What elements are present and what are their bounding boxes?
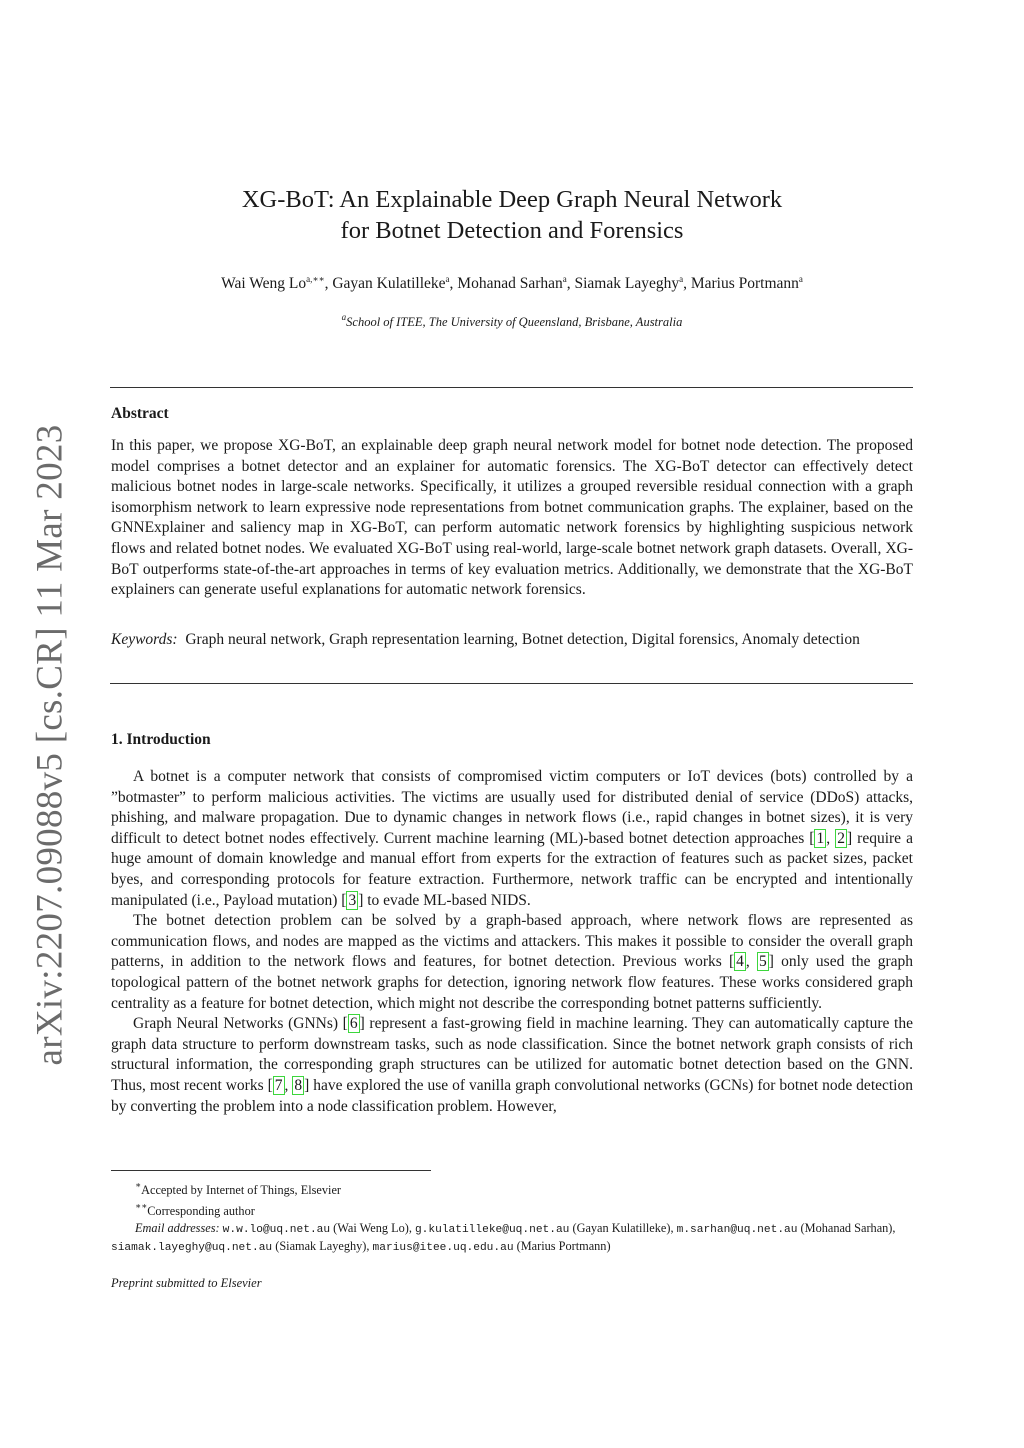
citation-link[interactable]: 1 (816, 829, 825, 847)
top-divider (110, 387, 913, 388)
preprint-note: Preprint submitted to Elsevier (111, 1276, 262, 1290)
email-link[interactable]: siamak.layeghy@uq.net.au (111, 1241, 273, 1254)
author: Wai Weng $Lo^{a,∗∗}$, (221, 274, 333, 292)
email-link[interactable]: w.w.lo@uq.net.au (222, 1223, 331, 1236)
keywords-label: Keywords: (111, 631, 178, 648)
email-link[interactable]: marius@itee.uq.edu.au (372, 1241, 514, 1254)
keywords-text: Graph neural network, Graph representation learning, Botnet detection, Digital forensics, Anomaly detection (185, 631, 860, 648)
footnote-accepted: ∗Accepted by Internet of Things, Elsevier (135, 1180, 341, 1197)
footnote-divider (111, 1170, 431, 1171)
author: Marius Portmann$^a$ (690, 274, 803, 292)
introduction-body (111, 767, 913, 1117)
citation-link[interactable]: 8 (294, 1076, 303, 1094)
abstract-body (111, 436, 913, 601)
arxiv-sidebar (29, 424, 71, 1066)
author-list (112, 274, 912, 293)
intro-paragraph-2: The botnet detection problem can be solved by a graph-based approach, where network flows are represented as communication flows, and nodes are mapped as the victims and attackers. This makes it possible to consider the overall graph patterns, in addition to the network flows and features, for botnet detection. Previous works [ 4 , 5 ] only used the graph topological pattern of the botnet network graphs for detection, ignoring network flow features. These works considered graph centrality as a feature for botnet detection, which might not describe the corresponding botnet patterns sufficiently. (111, 912, 913, 1012)
section-heading-introduction: 1. Introduction (111, 731, 211, 748)
author: Mohanad Sarhan$^a$, (457, 274, 575, 292)
arxiv-identifier: arXiv:2207.09088v5 [cs.CR] 11 Mar 2023 (29, 424, 71, 1066)
intro-paragraph-1: A botnet is a computer network that consists of compromised victim computers or IoT devices (bots) controlled by a ”botmaster” to perform malicious activities. The victims are usually used for distributed denial of service (DDoS) attacks, phishing, and malware propagation. Due to dynamic changes in network flows (i.e., rapid changes in botnet sizes), it is very difficult to detect botnet nodes effectively. Current machine learning (ML)-based botnet detection approaches [ 1 , 2 ] require a huge amount of domain knowledge and manual effort from experts for the extraction of features such as packet sizes, packet byes, and corresponding protocols for feature extraction. Furthermore, network traffic can be encrypted and intentionally manipulated (i.e., Payload mutation) [ 3 ] to evade ML-based NIDS. (111, 768, 914, 909)
citation-link[interactable]: 6 (349, 1015, 358, 1033)
abstract-text: In this paper, we propose XG-BoT, an explainable deep graph neural network model for botnet node detection. The proposed model comprises a botnet detector and an explainer for automatic forensics. The XG-BoT detector can effectively detect malicious botnet nodes in large-scale networks. Specifically, it utilizes a grouped reversible residual connection with a graph isomorphism network to learn expressive node representations from botnet communication graphs. The explainer, based on the GNNExplainer and saliency map in XG-BoT, can perform automatic network forensics by highlighting suspicious network flows and related botnet nodes. We evaluated XG-BoT using real-world, large-scale botnet network graph datasets. Overall, XG-BoT outperforms state-of-the-art approaches in terms of key evaluation metrics. Additionally, we demonstrate that the XG-BoT explainers can generate useful explanations for automatic network forensics. (111, 437, 913, 599)
abstract-heading: Abstract (111, 405, 169, 422)
citation-link[interactable]: 7 (274, 1076, 283, 1094)
email-link[interactable]: m.sarhan@uq.net.au (676, 1223, 798, 1236)
citation-link[interactable]: 3 (348, 891, 357, 909)
citation-link[interactable]: 5 (759, 953, 767, 971)
title-line-1: XG-BoT: An Explainable Deep Graph Neural Network (241, 186, 783, 213)
intro-paragraph-3: Graph Neural Networks (GNNs) [ 6 ] represent a fast-growing field in machine learning. They can automatically capture the graph data structure to perform downstream tasks, such as node classification. Since the botnet network graph consists of rich structural information, the corresponding graph structures can be utilized for automatic botnet detection based on the GNN. Thus, most recent works [ 7 , 8 ] have explored the use of vanilla graph convolutional networks (GCNs) for botnet node detection by converting the problem into a node classification problem. However, (111, 1015, 913, 1115)
keywords (111, 630, 913, 651)
title-line-2: for Botnet Detection and Forensics (340, 217, 684, 244)
author: Gayan Kulatilleke$^a$, (332, 274, 458, 292)
author: Siamak Layeghy$^a$, (574, 274, 691, 292)
footnote-emails: Email addresses: w.w.lo@uq.net.au (Wai Weng Lo), g.kulatilleke@uq.net.au (Gayan Kulatilleke), m.sarhan@uq.net.au (Mohanad Sarhan), siamak.layeghy@uq.net.au (Siamak Layeghy), marius@itee.uq.edu.au (Marius Portmann) (111, 1220, 896, 1254)
paper-title (112, 184, 912, 246)
footnote-corresponding: ∗∗Corresponding author (135, 1201, 255, 1219)
affiliation: $^a$School of ITEE, The University of Queensland, Brisbane, Australia (341, 312, 683, 329)
citation-link[interactable]: 4 (736, 953, 744, 971)
email-link[interactable]: g.kulatilleke@uq.net.au (414, 1223, 570, 1236)
citation-link[interactable]: 2 (837, 829, 845, 847)
bottom-divider (110, 683, 913, 684)
footnotes (111, 1177, 913, 1256)
